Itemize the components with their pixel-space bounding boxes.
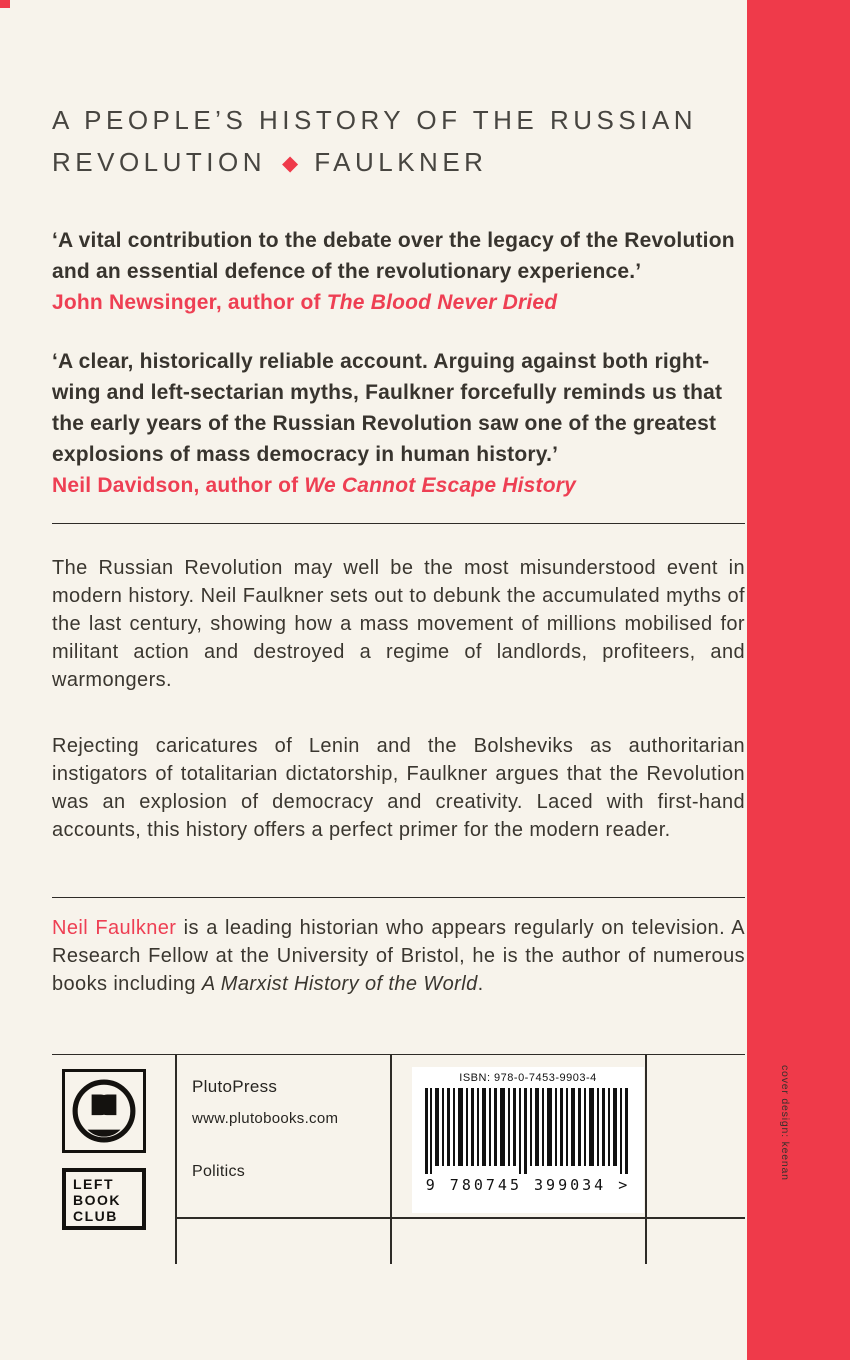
footer-divider	[645, 1055, 647, 1264]
footer-divider	[175, 1055, 177, 1264]
publisher-column	[192, 1077, 338, 1181]
red-spine-stripe	[747, 0, 850, 1360]
divider-rule-top	[52, 523, 745, 524]
barcode-bars-icon	[425, 1088, 631, 1174]
bio-text: is a leading historian who appears regularly on television. A Research Fellow at the University of Bristol, he is the author of numerous books including	[52, 917, 745, 996]
publisher-name: PlutoPress	[192, 1077, 278, 1097]
category-label: Politics	[192, 1163, 246, 1181]
attribution-name: John Newsinger, author of	[52, 291, 327, 315]
lbc-line: CLUB	[73, 1208, 118, 1225]
title-text: A PEOPLE’S HISTORY OF THE RUSSIAN REVOLUTION	[52, 105, 698, 177]
barcode-digits: 9 780745 399034	[425, 1176, 607, 1195]
synopsis-paragraph-2: Rejecting caricatures of Lenin and the Bolsheviks as authoritarian instigators of totalitarian dictatorship, Faulkner argues that the Revolution was an explosion of democracy and creativity. Laced with first-hand accounts, this history offers a perfect primer for the modern reader.	[52, 735, 745, 842]
publisher-website: www.plutobooks.com	[192, 1110, 339, 1128]
cover-content	[52, 100, 791, 1264]
review-quote-2	[52, 346, 745, 501]
barcode-number	[412, 1176, 644, 1194]
lbc-line: BOOK	[73, 1192, 121, 1209]
attribution-name: Neil Davidson, author of	[52, 474, 305, 498]
cover-design-credit: cover design: keenan	[779, 1065, 791, 1182]
synopsis-paragraph-1: The Russian Revolution may well be the most misunderstood event in modern history. Neil Faulkner sets out to debunk the accumulated myths of the last century, showing how a mass movement of millions mobilised for militant action and destroyed a regime of landlords, profiteers, and warmongers.	[52, 557, 745, 692]
isbn-label: ISBN: 978-0-7453-9903-4	[459, 1072, 597, 1085]
pluto-press-logo	[62, 1069, 146, 1153]
page-title	[52, 100, 745, 183]
diamond-icon: ◆	[282, 151, 299, 175]
corner-print-mark	[0, 0, 10, 8]
bio-book-title: A Marxist History of the World	[201, 973, 478, 996]
barcode	[412, 1067, 644, 1213]
quote-attribution	[52, 470, 745, 501]
pluto-press-logo-icon	[71, 1078, 137, 1144]
author-bio	[52, 914, 745, 998]
title-author: FAULKNER	[314, 146, 488, 177]
lbc-line: LEFT	[73, 1176, 114, 1193]
quote-text: ‘A clear, historically reliable account. Arguing against both right-wing and left-sectarian myths, Faulkner forcefully reminds us that the early years of the Russian Revolution saw one of the greatest explosions of mass democracy in human history.’	[52, 350, 723, 467]
barcode-suffix: >	[618, 1176, 631, 1195]
attribution-book-title: We Cannot Escape History	[304, 474, 577, 498]
quote-attribution	[52, 287, 745, 318]
left-book-club-logo	[62, 1168, 146, 1230]
quote-text: ‘A vital contribution to the debate over the legacy of the Revolution and an essential defence of the revolutionary experience.’	[52, 229, 735, 284]
footer-divider	[390, 1055, 392, 1264]
footer-sub-divider	[175, 1217, 745, 1219]
review-quote-1	[52, 225, 745, 318]
imprint-footer	[52, 1054, 791, 1264]
attribution-book-title: The Blood Never Dried	[326, 291, 558, 315]
author-name: Neil Faulkner	[52, 917, 177, 940]
divider-rule-bottom	[52, 897, 745, 898]
bio-text-end: .	[477, 973, 484, 996]
